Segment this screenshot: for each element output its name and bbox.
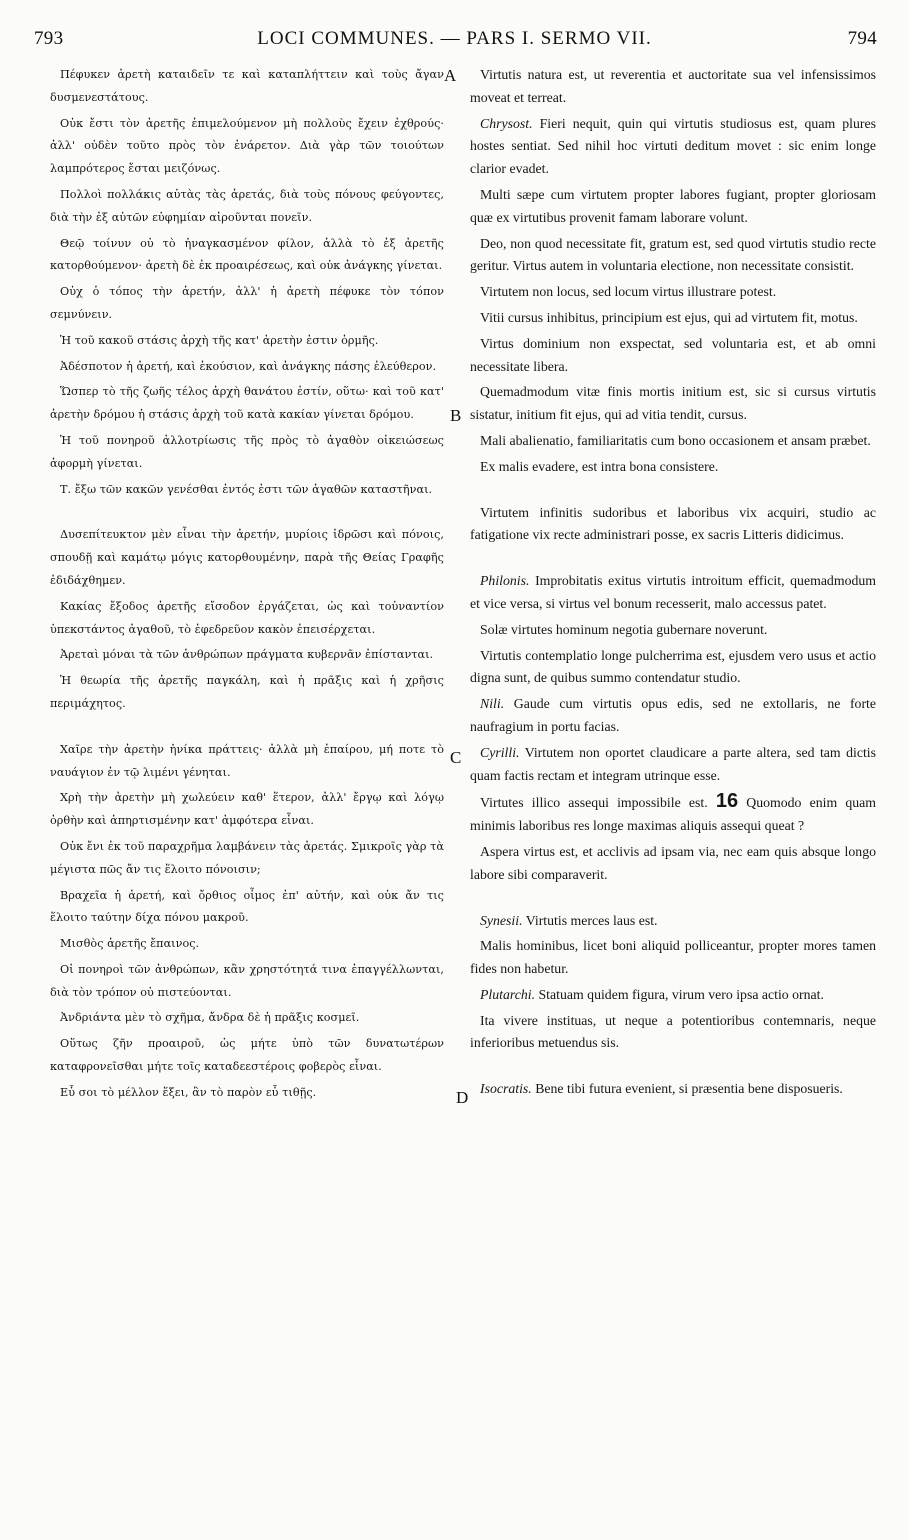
greek-paragraph: Οὐκ ἔνι ἐκ τοῦ παραχρῆμα λαμβάνειν τὰς ἀρετάς. Σμικροῖς γὰρ τὰ μέγιστα πῶς ἄν τις ἕλοιτο πόνοισιν; [50, 839, 444, 876]
greek-paragraph: Οἱ πονηροὶ τῶν ἀνθρώπων, κἂν χρηστότητά τινα ἐπαγγέλλωνται, διὰ τὸν τρόπον οὐ πιστεύονται. [50, 962, 444, 999]
section-gap [470, 550, 876, 570]
latin-text: Vitii cursus inhibitus, principium est ejus, qui ad virtutem fit, motus. [480, 309, 858, 325]
page-number-right: 794 [847, 28, 877, 49]
latin-text: Virtutis merces laus est. [522, 912, 658, 928]
greek-column [50, 64, 444, 1108]
latin-text: Gaude cum virtutis opus edis, sed ne extollaris, ne forte naufragium in portu facias. [470, 696, 876, 734]
latin-text: Statuam quidem figura, virum vero ipsa actio ornat. [535, 986, 824, 1002]
margin-letter-c: C [450, 748, 462, 767]
latin-paragraph [470, 502, 876, 548]
greek-paragraph: Ἀδέσποτον ἡ ἀρετή, καὶ ἑκούσιον, καὶ ἀνάγκης πάσης ἐλεύθερον. [60, 359, 437, 373]
latin-paragraph [470, 841, 876, 887]
author-name: Synesii. [480, 912, 523, 928]
latin-paragraph [470, 984, 876, 1007]
author-name: Isocratis. [480, 1081, 532, 1097]
greek-paragraph: Χρὴ τὴν ἀρετὴν μὴ χωλεύειν καθ' ἕτερον, ἀλλ' ἔργῳ καὶ λόγῳ ὀρθὴν καὶ ἀπηρτισμένην κατ' ἀμφότερα εἶναι. [50, 791, 444, 828]
margin-letter-b: B [450, 406, 462, 425]
latin-text: Mali abalienatio, familiaritatis cum bono occasionem et ansam præbet. [480, 432, 871, 448]
latin-text: Fieri nequit, quin qui virtutis studiosus est, quam plures hostes sentiat. Sed nihil hoc virtuti deditum movet : sic enim longe clarior evadet. [470, 115, 876, 177]
section-gap [470, 1058, 876, 1078]
greek-paragraph: Βραχεῖα ἡ ἀρετή, καὶ ὄρθιος οἶμος ἐπ' αὐτήν, καὶ οὐκ ἄν τις ἕλοιτο ταύτην δίχα πόνου μακροῦ. [50, 888, 444, 925]
latin-paragraph [470, 113, 876, 181]
greek-paragraph: Τ. ἔξω τῶν κακῶν γενέσθαι ἐντός ἐστι τῶν ἀγαθῶν καταστῆναι. [60, 482, 433, 496]
latin-text: Improbitatis exitus virtutis introitum efficit, quemadmodum et vice versa, si virtus vel bonum recesserit, malo accessus patet. [470, 573, 876, 611]
section-gap [50, 504, 444, 524]
latin-paragraph [470, 935, 876, 981]
latin-paragraph [470, 281, 876, 304]
latin-text: Virtutis natura est, ut reverentia et auctoritate sua vel infensissimos moveat et terreat. [470, 67, 876, 105]
greek-paragraph: Οὐχ ὁ τόπος τὴν ἀρετήν, ἀλλ' ἡ ἀρετὴ πέφυκε τὸν τόπον σεμνύνειν. [50, 285, 444, 321]
page-header [0, 0, 909, 70]
latin-paragraph [470, 64, 876, 110]
latin-paragraph [470, 233, 876, 279]
latin-text: Aspera virtus est, et acclivis ad ipsam via, nec eam quis absque longo labore sibi comparaverit. [470, 843, 876, 882]
latin-text: Virtutes illico assequi impossibile est. [480, 795, 708, 811]
greek-paragraph: Μισθὸς ἀρετῆς ἔπαινος. [60, 937, 200, 951]
author-name: Plutarchi. [480, 986, 536, 1002]
greek-paragraph: Ὥσπερ τὸ τῆς ζωῆς τέλος ἀρχὴ θανάτου ἐστίν, οὕτω· καὶ τοῦ κατ' ἀρετὴν δρόμου ἡ στάσις ἀρχὴ τοῦ κατὰ κακίαν γίνεται δρόμου. [50, 385, 444, 422]
greek-paragraph: Ἡ τοῦ κακοῦ στάσις ἀρχὴ τῆς κατ' ἀρετὴν ἐστιν ὁρμῆς. [60, 333, 379, 347]
author-name: Philonis. [480, 573, 530, 589]
latin-text: Malis hominibus, licet boni aliquid polliceantur, propter mores tamen fides non habetur. [470, 938, 876, 977]
latin-text: Bene tibi futura evenient, si præsentia bene disposueris. [531, 1081, 843, 1097]
latin-column [470, 64, 876, 1104]
author-name: Nili. [480, 696, 505, 712]
latin-text: Virtutis contemplatio longe pulcherrima est, ejusdem vero usus et actio digna sunt, de quibus summo contendatur studio. [470, 647, 876, 686]
latin-paragraph [470, 645, 876, 691]
latin-paragraph [470, 456, 876, 479]
column-number: 16 [715, 790, 739, 813]
author-name: Cyrilli. [480, 744, 520, 760]
latin-text: Ita vivere instituas, ut neque a potentioribus contemnaris, neque inferioribus metuendus sis. [470, 1012, 876, 1051]
latin-paragraph [470, 307, 876, 330]
greek-paragraph: Κακίας ἔξοδος ἀρετῆς εἴσοδον ἐργάζεται, ὡς καὶ τοὐναντίον ὑπεκστάντος ἀγαθοῦ, τὸ ἐφεδρεῦον κακὸν ἐπεισέρχεται. [50, 599, 444, 636]
latin-text: Virtutem non oportet claudicare a parte altera, sed tam dictis quam factis rectam et integram utrinque esse. [470, 744, 876, 783]
latin-paragraph [470, 693, 876, 739]
latin-paragraph [470, 619, 876, 642]
latin-text: Multi sæpe cum virtutem propter labores fugiant, propter gloriosam quæ ex virtutibus provenit famam laborare volunt. [470, 186, 876, 225]
greek-paragraph: Ἡ θεωρία τῆς ἀρετῆς παγκάλη, καὶ ἡ πρᾶξις καὶ ἡ χρῆσις περιμάχητος. [50, 674, 444, 710]
latin-text: Solæ virtutes hominum negotia gubernare noverunt. [480, 621, 768, 637]
author-name: Chrysost. [480, 115, 533, 131]
latin-paragraph [470, 790, 876, 838]
latin-text: Ex malis evadere, est intra bona consistere. [480, 458, 719, 474]
greek-paragraph: Ἀνδριάντα μὲν τὸ σχῆμα, ἄνδρα δὲ ἡ πρᾶξις κοσμεῖ. [60, 1011, 360, 1025]
section-gap [50, 719, 444, 739]
latin-paragraph [470, 381, 876, 427]
greek-paragraph: Ἀρεταὶ μόναι τὰ τῶν ἀνθρώπων πράγματα κυβερνᾶν ἐπίστανται. [60, 648, 434, 662]
latin-paragraph [470, 742, 876, 788]
latin-text: Virtutem non locus, sed locum virtus illustrare potest. [480, 284, 777, 300]
section-gap [470, 482, 876, 502]
latin-text: Quemadmodum vitæ finis mortis initium est, sic si cursus virtutis sistatur, initium fit ejus, qui ad vitia tendit, cursus. [470, 384, 876, 423]
page-number-left: 793 [34, 28, 64, 49]
margin-letter-d: D [456, 1088, 469, 1107]
latin-text: Deo, non quod necessitate fit, gratum est, sed quod virtutis studio recte geritur. Virtus autem in voluntaria electione, non necessitate consistit. [470, 235, 876, 274]
greek-paragraph: Εὖ σοι τὸ μέλλον ἕξει, ἂν τὸ παρὸν εὖ τιθῇς. [60, 1085, 317, 1099]
latin-paragraph [470, 430, 876, 453]
latin-paragraph [470, 333, 876, 379]
greek-paragraph: Δυσεπίτευκτον μὲν εἶναι τὴν ἀρετήν, μυρίοις ἱδρῶσι καὶ πόνοις, σπουδῇ καὶ καμάτῳ μόγις κατορθουμένην, παρὰ τῆς Θείας Γραφῆς ἐδιδάχθημεν. [50, 528, 444, 587]
latin-text: Virtutem infinitis sudoribus et laboribus vix acquiri, studio ac fatigatione vix recte administrari posse, ex sacris Litteris didicimus. [470, 504, 876, 543]
latin-paragraph [470, 1078, 876, 1101]
latin-paragraph [470, 184, 876, 230]
greek-paragraph: Οὐκ ἔστι τὸν ἀρετῆς ἐπιμελούμενον μὴ πολλοὺς ἔχειν ἐχθρούς· ἀλλ' οὐδὲν τοῦτο πρὸς τὸν ἐνάρετον. Διὰ γὰρ τῶν τοιούτων λαμπρότερος ἔσται μειζόνως. [50, 116, 444, 176]
greek-paragraph: Πολλοὶ πολλάκις αὐτὰς τὰς ἀρετάς, διὰ τοὺς πόνους φεύγοντες, διὰ τὴν ἐξ αὐτῶν εὐφημίαν αἱροῦνται πονεῖν. [50, 187, 444, 224]
latin-text-continued: Quomodo enim quam minimis laboribus res longe maximas aliquis assequi queat ? [470, 795, 876, 834]
greek-paragraph: Πέφυκεν ἀρετὴ καταιδεῖν τε καὶ καταπλήττειν καὶ τοὺς ἄγαν δυσμενεστάτους. [50, 68, 444, 104]
greek-paragraph: Οὕτως ζῆν προαιροῦ, ὡς μήτε ὑπὸ τῶν δυνατωτέρων καταφρονεῖσθαι μήτε τοῖς καταδεεστέροις φοβερὸς εἶναι. [50, 1037, 444, 1074]
running-title: LOCI COMMUNES. — PARS I. SERMO VII. [257, 28, 652, 49]
latin-paragraph [470, 1010, 876, 1056]
latin-paragraph [470, 910, 876, 933]
greek-paragraph: Χαῖρε τὴν ἀρετὴν ἡνίκα πράττεις· ἀλλὰ μὴ ἐπαίρου, μή ποτε τὸ ναυάγιον ἐν τῷ λιμένι γένηται. [50, 742, 444, 779]
latin-text: Virtus dominium non exspectat, sed voluntaria est, et ab omni necessitate libera. [470, 335, 876, 374]
greek-paragraph: Ἡ τοῦ πονηροῦ ἀλλοτρίωσις τῆς πρὸς τὸ ἀγαθὸν οἰκειώσεως ἀφορμὴ γίνεται. [50, 433, 444, 470]
section-gap [470, 890, 876, 910]
margin-letter-a: A [444, 66, 457, 85]
greek-paragraph: Θεῷ τοίνυν οὐ τὸ ἠναγκασμένον φίλον, ἀλλὰ τὸ ἐξ ἀρετῆς κατορθούμενον· ἀρετὴ δὲ ἐκ προαιρέσεως, καὶ οὐκ ἀνάγκης γίνεται. [50, 236, 444, 273]
latin-paragraph [470, 570, 876, 616]
